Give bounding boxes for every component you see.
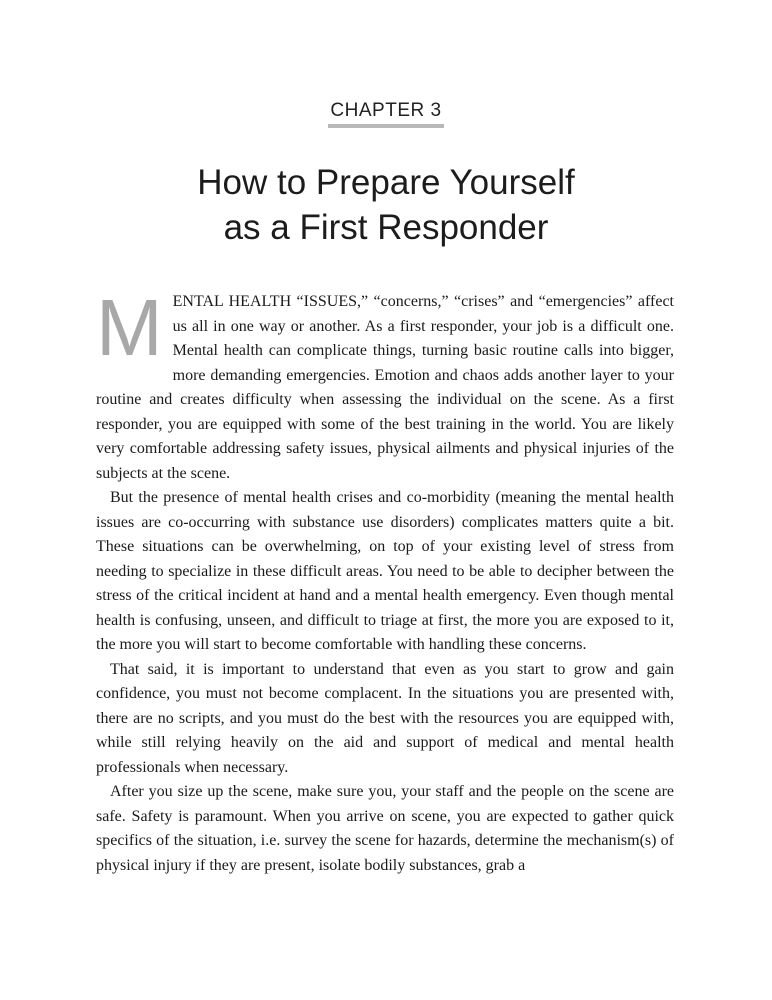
body-text [96,283,674,878]
drop-cap: M [96,283,163,372]
paragraph-1-text: ENTAL HEALTH “ISSUES,” “concerns,” “crises” and “emergencies” affect us all in one way or another. As a first responder, your job is a difficult one. Mental health can complicate things, turning basic routine calls into bigger, more demanding emergencies. Emotion and chaos adds another layer to your routine and creates difficulty when assessing the individual on the scene. As a first responder, you are equipped with some of the best training in the world. You are likely very comfortable addressing safety issues, physical ailments and physical injuries of the subjects at the scene. [96,293,674,482]
chapter-title-line-2: as a First Responder [223,208,549,247]
paragraph-1 [96,283,674,486]
chapter-title [0,160,772,250]
paragraph-4: After you size up the scene, make sure you, your staff and the people on the scene are safe. Safety is paramount. When you arrive on scene, you are expected to gather quick specifics of the situation, i.e. survey the scene for hazards, determine the mechanism(s) of physical injury if they are present, isolate bodily substances, grab a [96,783,674,874]
paragraph-2: But the presence of mental health crises and co-morbidity (meaning the mental health issues are co-occurring with substance use disorders) complicates matters quite a bit. These situations can be overwhelming, on top of your existing level of stress from needing to specialize in these difficult areas. You need to be able to decipher between the stress of the critical incident at hand and a mental health emergency. Even though mental health is confusing, unseen, and difficult to triage at first, the more you are exposed to it, the more you will start to become comfortable with handling these concerns. [96,489,674,653]
chapter-number: CHAPTER 3 [328,100,443,128]
paragraph-3: That said, it is important to understand that even as you start to grow and gain confidence, you must not become complacent. In the situations you are presented with, there are no scripts, and you must do the best with the resources you are equipped with, while still relying heavily on the aid and support of medical and mental health professionals when necessary. [96,660,674,776]
chapter-label [0,100,772,128]
chapter-title-line-1: How to Prepare Yourself [197,163,575,202]
